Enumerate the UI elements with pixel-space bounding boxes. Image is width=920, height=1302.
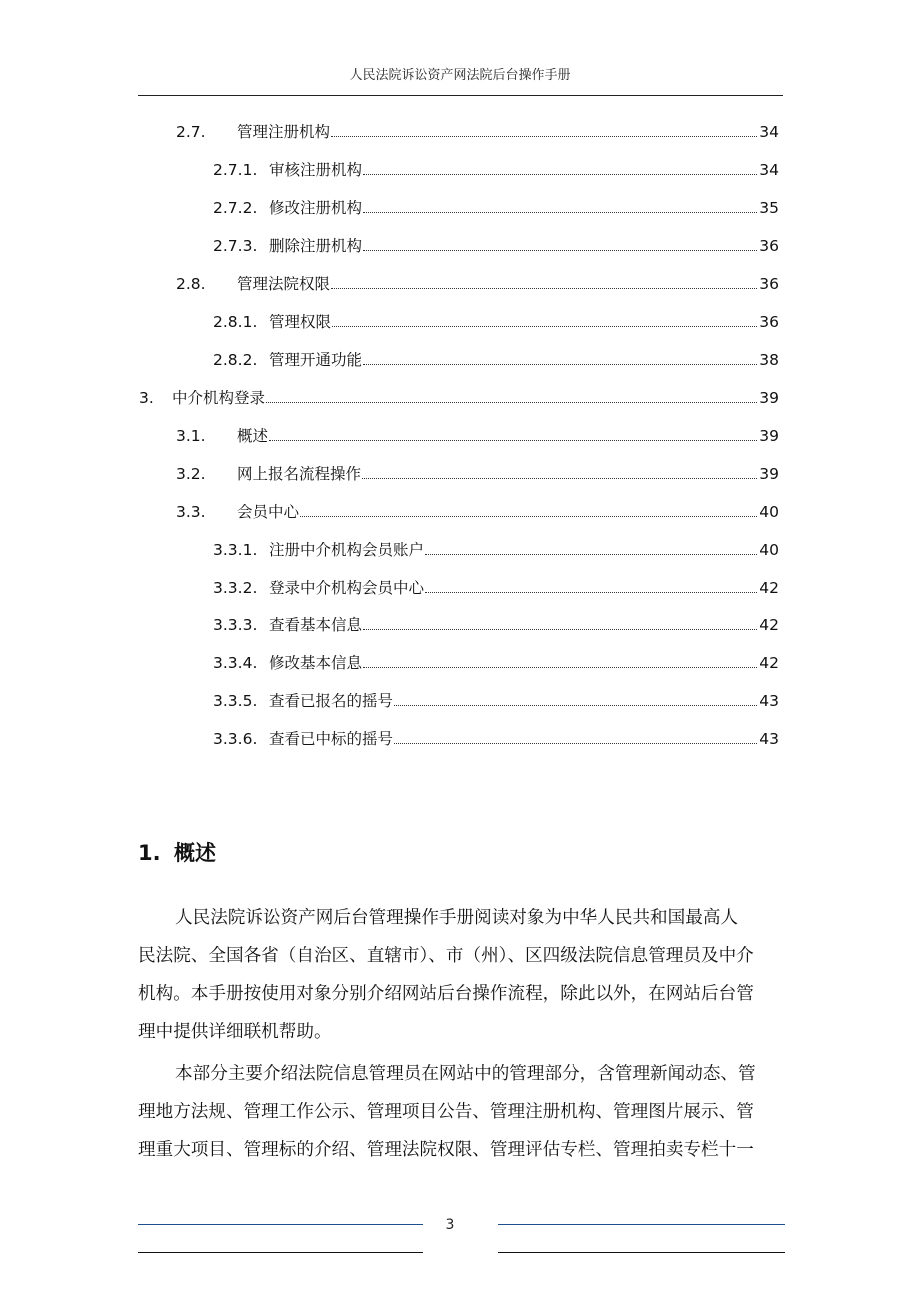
toc-entry[interactable] bbox=[213, 158, 779, 180]
toc-label: 网上报名流程操作 bbox=[237, 465, 362, 483]
paragraph-line: 理中提供详细联机帮助。 bbox=[138, 1022, 332, 1042]
toc-label: 概述 bbox=[237, 427, 269, 445]
toc-leader-dots bbox=[394, 705, 757, 706]
toc-entry[interactable] bbox=[176, 272, 779, 294]
toc-leader-dots bbox=[363, 364, 757, 365]
toc-entry[interactable] bbox=[213, 613, 779, 635]
toc-label: 修改注册机构 bbox=[269, 199, 363, 217]
toc-number: 3.3.2. bbox=[213, 579, 258, 597]
toc-page-number: 39 bbox=[759, 389, 779, 407]
toc-page-number: 43 bbox=[759, 730, 779, 748]
toc-label: 查看已中标的摇号 bbox=[269, 730, 394, 748]
toc-entry[interactable] bbox=[213, 651, 779, 673]
toc-label: 删除注册机构 bbox=[269, 237, 363, 255]
toc-label: 登录中介机构会员中心 bbox=[269, 579, 425, 597]
toc-number: 3.1. bbox=[176, 427, 206, 445]
toc-label: 管理法院权限 bbox=[237, 275, 331, 293]
footer-rule-bottom-right bbox=[498, 1252, 785, 1253]
toc-number: 2.7. bbox=[176, 123, 206, 141]
toc-label: 管理开通功能 bbox=[269, 351, 363, 369]
toc-entry[interactable] bbox=[176, 462, 779, 484]
toc-entry[interactable] bbox=[213, 576, 779, 598]
paragraph-line: 机构。本手册按使用对象分别介绍网站后台操作流程，除此以外，在网站后台管 bbox=[138, 984, 754, 1004]
toc-page-number: 36 bbox=[759, 275, 779, 293]
toc-leader-dots bbox=[363, 629, 757, 630]
toc-entry[interactable] bbox=[213, 348, 779, 370]
toc-leader-dots bbox=[266, 402, 757, 403]
toc-label: 管理注册机构 bbox=[237, 123, 331, 141]
toc-number: 2.7.2. bbox=[213, 199, 258, 217]
toc-page-number: 39 bbox=[759, 427, 779, 445]
toc-number: 2.8.1. bbox=[213, 313, 258, 331]
toc-leader-dots bbox=[331, 136, 757, 137]
toc-label: 中介机构登录 bbox=[172, 389, 266, 407]
toc-entry[interactable] bbox=[176, 120, 779, 142]
header-rule bbox=[138, 95, 783, 96]
toc-page-number: 40 bbox=[759, 503, 779, 521]
toc-entry[interactable] bbox=[176, 500, 779, 522]
toc-leader-dots bbox=[363, 174, 757, 175]
toc-leader-dots bbox=[363, 212, 757, 213]
toc-page-number: 43 bbox=[759, 692, 779, 710]
footer-rule-top-left bbox=[138, 1224, 423, 1225]
toc-page-number: 40 bbox=[759, 541, 779, 559]
page-number: 3 bbox=[445, 1217, 455, 1233]
toc-page-number: 34 bbox=[759, 123, 779, 141]
footer-rule-top-right bbox=[498, 1224, 785, 1225]
toc-entry[interactable] bbox=[176, 424, 779, 446]
toc-leader-dots bbox=[332, 326, 757, 327]
toc-page-number: 34 bbox=[759, 161, 779, 179]
header-title: 人民法院诉讼资产网法院后台操作手册 bbox=[349, 68, 571, 83]
toc-leader-dots bbox=[362, 478, 757, 479]
toc-page-number: 39 bbox=[759, 465, 779, 483]
paragraph-line: 本部分主要介绍法院信息管理员在网站中的管理部分，含管理新闻动态、管 bbox=[175, 1064, 756, 1084]
paragraph-line: 人民法院诉讼资产网后台管理操作手册阅读对象为中华人民共和国最高人 bbox=[175, 908, 739, 928]
toc-page-number: 38 bbox=[759, 351, 779, 369]
toc-number: 3.2. bbox=[176, 465, 206, 483]
toc-number: 3.3.3. bbox=[213, 616, 258, 634]
toc-leader-dots bbox=[363, 667, 757, 668]
toc-label: 查看已报名的摇号 bbox=[269, 692, 394, 710]
toc-entry[interactable] bbox=[213, 727, 779, 749]
toc-label: 审核注册机构 bbox=[269, 161, 363, 179]
footer-rule-bottom-left bbox=[138, 1252, 423, 1253]
paragraph-line: 理地方法规、管理工作公示、管理项目公告、管理注册机构、管理图片展示、管 bbox=[138, 1102, 754, 1122]
toc-entry[interactable] bbox=[213, 310, 779, 332]
toc-label: 修改基本信息 bbox=[269, 654, 363, 672]
toc-page-number: 36 bbox=[759, 237, 779, 255]
toc-page-number: 36 bbox=[759, 313, 779, 331]
toc-number: 2.8.2. bbox=[213, 351, 258, 369]
toc-number: 2.8. bbox=[176, 275, 206, 293]
toc-number: 3.3.5. bbox=[213, 692, 258, 710]
toc-page-number: 42 bbox=[759, 654, 779, 672]
toc-entry[interactable] bbox=[139, 386, 779, 408]
section-number: 1. bbox=[138, 841, 161, 865]
section-title: 概述 bbox=[174, 841, 216, 865]
toc-page-number: 35 bbox=[759, 199, 779, 217]
toc-leader-dots bbox=[331, 288, 757, 289]
toc-label: 查看基本信息 bbox=[269, 616, 363, 634]
toc-label: 管理权限 bbox=[269, 313, 332, 331]
toc-leader-dots bbox=[425, 592, 757, 593]
paragraph-line: 民法院、全国各省（自治区、直辖市）、市（州）、区四级法院信息管理员及中介 bbox=[138, 946, 754, 966]
toc-number: 3. bbox=[139, 389, 154, 407]
toc-number: 3.3. bbox=[176, 503, 206, 521]
toc-entry[interactable] bbox=[213, 689, 779, 711]
toc-entry[interactable] bbox=[213, 538, 779, 560]
toc-leader-dots bbox=[363, 250, 757, 251]
toc-number: 3.3.4. bbox=[213, 654, 258, 672]
toc-leader-dots bbox=[269, 440, 757, 441]
toc-label: 注册中介机构会员账户 bbox=[269, 541, 425, 559]
paragraph-line: 理重大项目、管理标的介绍、管理法院权限、管理评估专栏、管理拍卖专栏十一 bbox=[138, 1140, 754, 1160]
toc-leader-dots bbox=[394, 743, 757, 744]
toc-number: 2.7.3. bbox=[213, 237, 258, 255]
toc-page-number: 42 bbox=[759, 579, 779, 597]
toc-leader-dots bbox=[300, 516, 757, 517]
toc-number: 3.3.6. bbox=[213, 730, 258, 748]
toc-leader-dots bbox=[425, 554, 757, 555]
toc-page-number: 42 bbox=[759, 616, 779, 634]
toc-number: 3.3.1. bbox=[213, 541, 258, 559]
toc-entry[interactable] bbox=[213, 234, 779, 256]
toc-label: 会员中心 bbox=[237, 503, 300, 521]
section-heading bbox=[138, 837, 216, 867]
toc-entry[interactable] bbox=[213, 196, 779, 218]
toc-number: 2.7.1. bbox=[213, 161, 258, 179]
